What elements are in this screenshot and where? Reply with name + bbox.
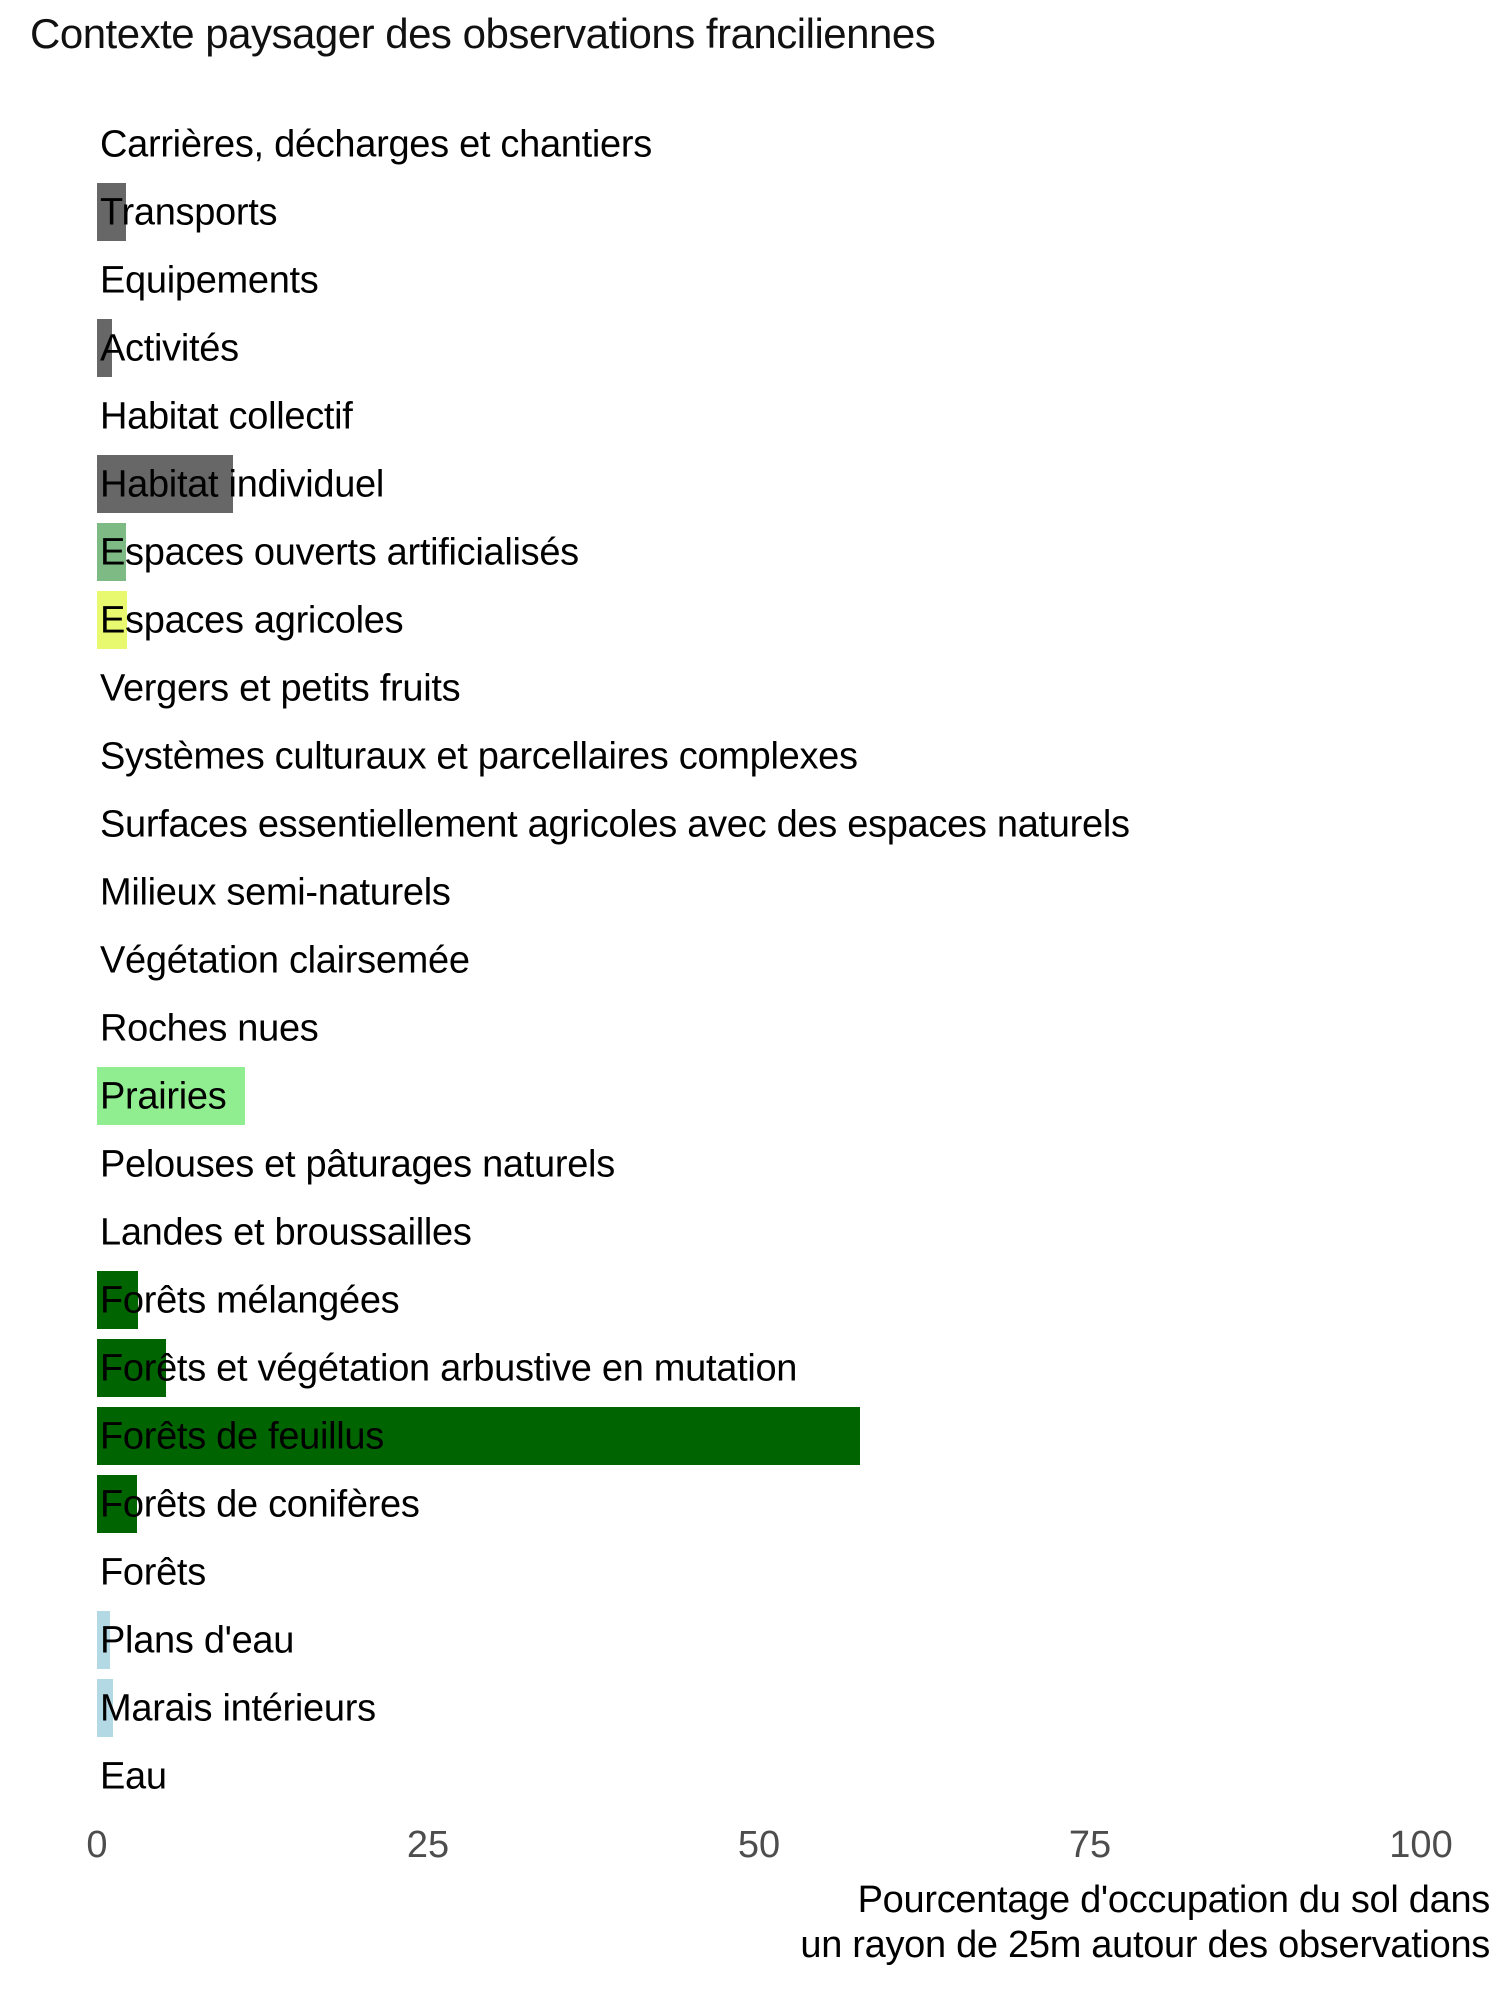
x-axis-title-line1: Pourcentage d'occupation du sol dans: [857, 1879, 1490, 1921]
category-label: Equipements: [100, 259, 319, 302]
chart-title: Contexte paysager des observations franciliennes: [30, 10, 936, 57]
chart-row: [97, 1742, 1421, 1810]
category-label: Forêts et végétation arbustive en mutation: [100, 1347, 798, 1390]
category-label: Forêts de conifères: [100, 1483, 420, 1526]
plot-panel: [97, 110, 1421, 1810]
category-label: Marais intérieurs: [100, 1687, 376, 1730]
category-label: Forêts: [100, 1551, 206, 1594]
category-label: Activités: [100, 327, 239, 370]
chart-row: [97, 1470, 1421, 1538]
chart-row: [97, 790, 1421, 858]
chart-row: [97, 450, 1421, 518]
chart-row: [97, 1334, 1421, 1402]
chart-row: [97, 178, 1421, 246]
chart-row: [97, 994, 1421, 1062]
category-label: Milieux semi-naturels: [100, 871, 451, 914]
chart-row: [97, 654, 1421, 722]
chart-row: [97, 1130, 1421, 1198]
category-label: Espaces ouverts artificialisés: [100, 531, 579, 574]
chart-row: [97, 1062, 1421, 1130]
category-label: Eau: [100, 1755, 167, 1798]
chart-row: [97, 518, 1421, 586]
chart-row: [97, 314, 1421, 382]
chart-row: [97, 1402, 1421, 1470]
category-label: Roches nues: [100, 1007, 319, 1050]
x-tick-label: 100: [1389, 1824, 1453, 1866]
category-label: Pelouses et pâturages naturels: [100, 1143, 615, 1186]
category-label: Vergers et petits fruits: [100, 667, 461, 710]
category-label: Espaces agricoles: [100, 599, 404, 642]
chart-row: [97, 722, 1421, 790]
x-tick-label: 25: [406, 1824, 450, 1866]
x-tick-label: 75: [1068, 1824, 1112, 1866]
category-label: Carrières, décharges et chantiers: [100, 123, 652, 166]
chart-row: [97, 586, 1421, 654]
x-tick-label: 0: [86, 1824, 108, 1866]
chart-row: [97, 1674, 1421, 1742]
x-axis-ticks: [86, 1824, 1453, 1872]
chart-row: [97, 858, 1421, 926]
category-label: Systèmes culturaux et parcellaires complexes: [100, 735, 858, 778]
category-label: Landes et broussailles: [100, 1211, 472, 1254]
chart-row: [97, 1606, 1421, 1674]
chart-row: [97, 246, 1421, 314]
category-label: Habitat collectif: [100, 395, 353, 438]
category-label: Végétation clairsemée: [100, 939, 470, 982]
category-label: Forêts de feuillus: [100, 1415, 384, 1458]
x-tick-label: 50: [737, 1824, 781, 1866]
chart-row: [97, 926, 1421, 994]
chart-row: [97, 1266, 1421, 1334]
x-axis-title: [800, 1878, 1490, 1968]
category-label: Surfaces essentiellement agricoles avec des espaces naturels: [100, 803, 1130, 846]
chart-row: [97, 110, 1421, 178]
category-label: Forêts mélangées: [100, 1279, 400, 1322]
x-axis-title-line2: un rayon de 25m autour des observations: [800, 1923, 1490, 1966]
chart-row: [97, 1538, 1421, 1606]
chart-row: [97, 382, 1421, 450]
chart-row: [97, 1198, 1421, 1266]
category-label: Habitat individuel: [100, 463, 384, 506]
category-label: Transports: [100, 191, 278, 234]
category-label: Plans d'eau: [100, 1619, 295, 1662]
category-label: Prairies: [100, 1075, 227, 1118]
